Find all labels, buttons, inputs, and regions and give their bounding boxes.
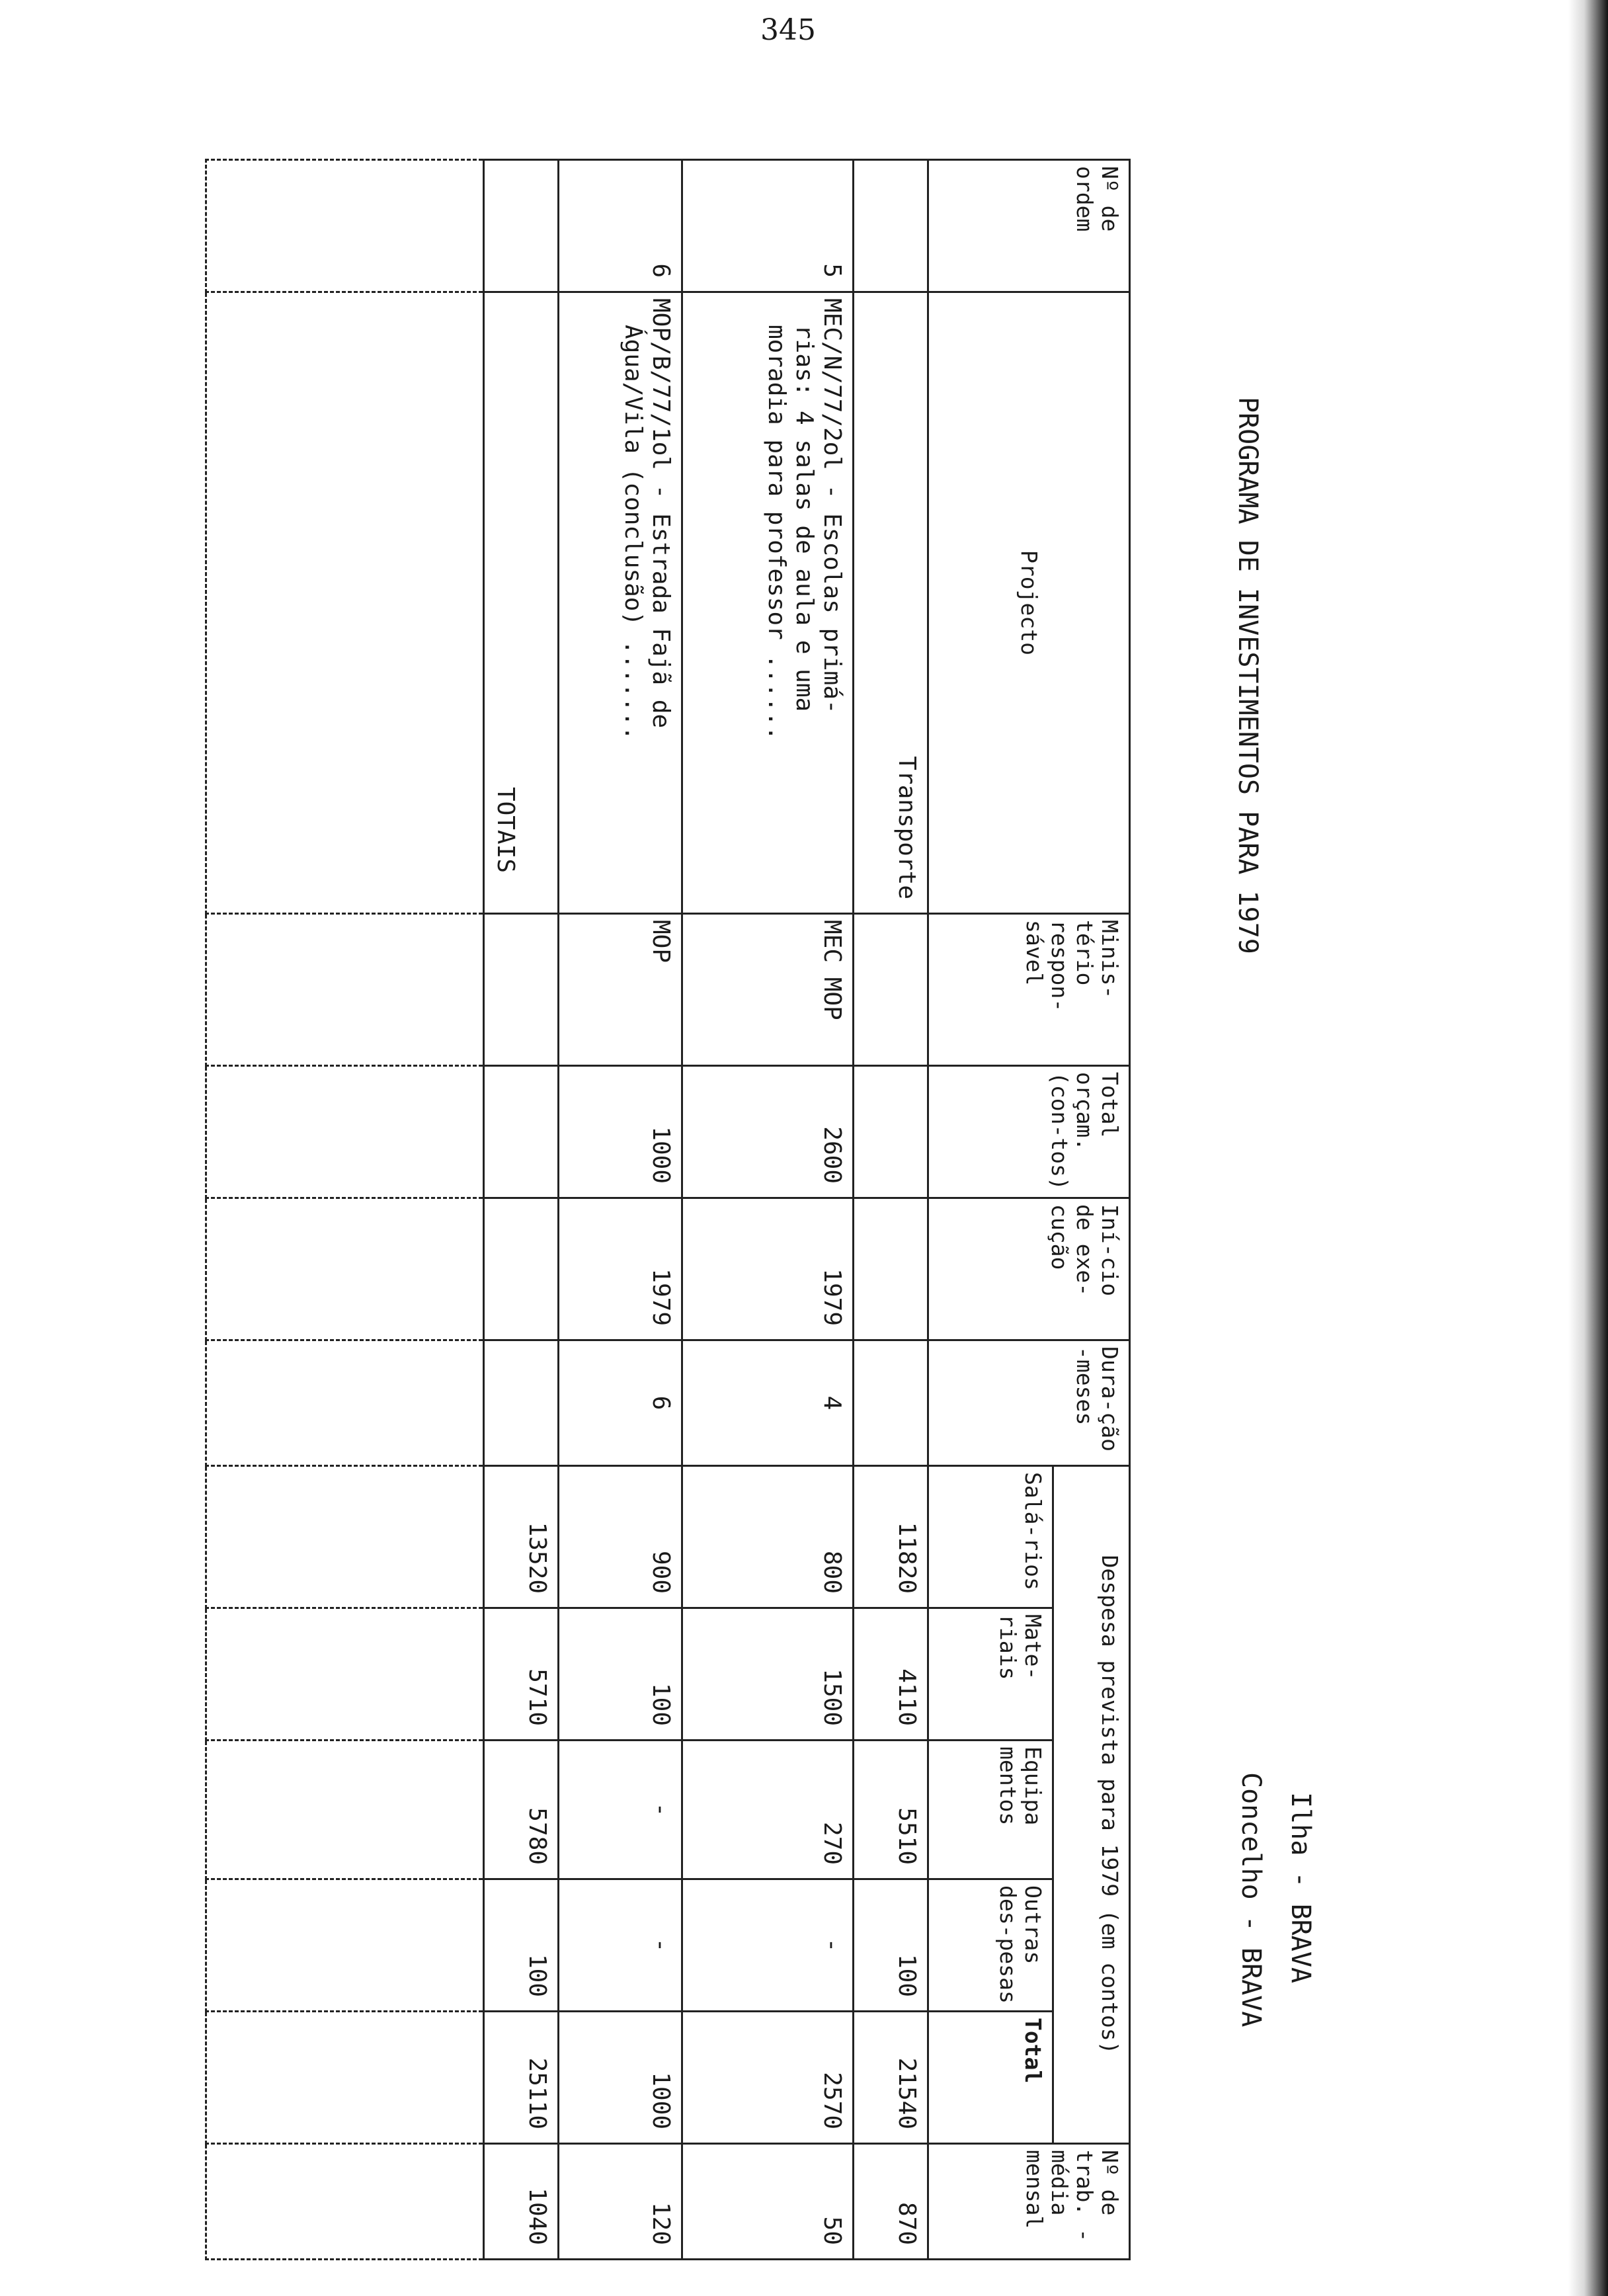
row-materiais: 1500 [682, 1608, 853, 1741]
transport-trab: 870 [854, 2144, 928, 2260]
header-row-1 [1053, 160, 1129, 2260]
projecto-line: moradia para professor ...... [763, 325, 791, 741]
row-materiais: 100 [559, 1608, 682, 1741]
header-trab: Nº de trab. -média mensal [928, 2144, 1130, 2260]
row-inicio: 1979 [559, 1198, 682, 1340]
totals-outras: 100 [484, 1879, 559, 2012]
row-total-orcam: 1000 [559, 1066, 682, 1198]
projecto-line: rias: 4 salas de aula e uma [791, 325, 819, 712]
row-equipamentos: - [559, 1741, 682, 1879]
row-ministerio: MOP [559, 914, 682, 1066]
blank-row [206, 160, 484, 2260]
totals-label: TOTAIS [484, 292, 559, 914]
transport-salarios: 11820 [854, 1466, 928, 1608]
island-label: Ilha - BRAVA [1285, 1792, 1316, 1983]
row-trab: 50 [682, 2144, 853, 2260]
row-equipamentos: 270 [682, 1741, 853, 1879]
row-duracao: 6 [559, 1340, 682, 1466]
transport-equipamentos: 5510 [854, 1741, 928, 1879]
transport-row [854, 160, 928, 2260]
projecto-line: MEC/N/77/2ol - Escolas primá- [819, 298, 846, 714]
header-total: Total [928, 2012, 1053, 2144]
row-salarios: 900 [559, 1466, 682, 1608]
totals-salarios: 13520 [484, 1466, 559, 1608]
header-duracao: Dura-ção -meses [928, 1340, 1130, 1466]
transport-materiais: 4110 [854, 1608, 928, 1741]
transport-outras: 100 [854, 1879, 928, 2012]
row-projecto [559, 292, 682, 914]
row-projecto [682, 292, 853, 914]
investment-table [205, 159, 1131, 2260]
transport-total: 21540 [854, 2012, 928, 2144]
header-equipamentos: Equipa mentos [928, 1741, 1053, 1879]
row-total: 1000 [559, 2012, 682, 2144]
header-outras: Outras des-pesas [928, 1879, 1053, 2012]
projecto-line: MOP/B/77/1ol - Estrada Fajã de [647, 298, 674, 729]
header-projecto: Projecto [928, 292, 1130, 914]
row-ordem: 6 [559, 160, 682, 292]
table-row [559, 160, 682, 2260]
header-salarios: Salá-rios [928, 1466, 1053, 1608]
header-ministerio: Minis-tério respon-sável [928, 914, 1130, 1066]
document-title: PROGRAMA DE INVESTIMENTOS PARA 1979 [1232, 397, 1263, 954]
row-ministerio: MEC MOP [682, 914, 853, 1066]
table-row [682, 160, 853, 2260]
totals-row [484, 160, 559, 2260]
header-total-orcam: Total orçam. (con-tos) [928, 1066, 1130, 1198]
totals-trab: 1040 [484, 2144, 559, 2260]
totals-equipamentos: 5780 [484, 1741, 559, 1879]
projecto-line: Água/Vila (conclusão) ....... [619, 325, 647, 741]
row-outras: - [559, 1879, 682, 2012]
row-outras: - [682, 1879, 853, 2012]
row-inicio: 1979 [682, 1198, 853, 1340]
totals-total: 25110 [484, 2012, 559, 2144]
row-ordem: 5 [682, 160, 853, 292]
row-duracao: 4 [682, 1340, 853, 1466]
header-inicio: Iní-cio de exe-cução [928, 1198, 1130, 1340]
row-trab: 120 [559, 2144, 682, 2260]
header-materiais: Mate-riais [928, 1608, 1053, 1741]
row-total-orcam: 2600 [682, 1066, 853, 1198]
header-ordem: Nº de ordem [928, 160, 1130, 292]
transport-label: Transporte [854, 292, 928, 914]
page-binding-edge [1568, 0, 1608, 2296]
row-salarios: 800 [682, 1466, 853, 1608]
totals-materiais: 5710 [484, 1608, 559, 1741]
rotated-document [198, 159, 1322, 2262]
header-despesa-group: Despesa prevista para 1979 (em contos) [1053, 1466, 1129, 2144]
municipality-label: Concelho - BRAVA [1236, 1772, 1266, 2028]
row-total: 2570 [682, 2012, 853, 2144]
page-number: 345 [760, 13, 816, 47]
